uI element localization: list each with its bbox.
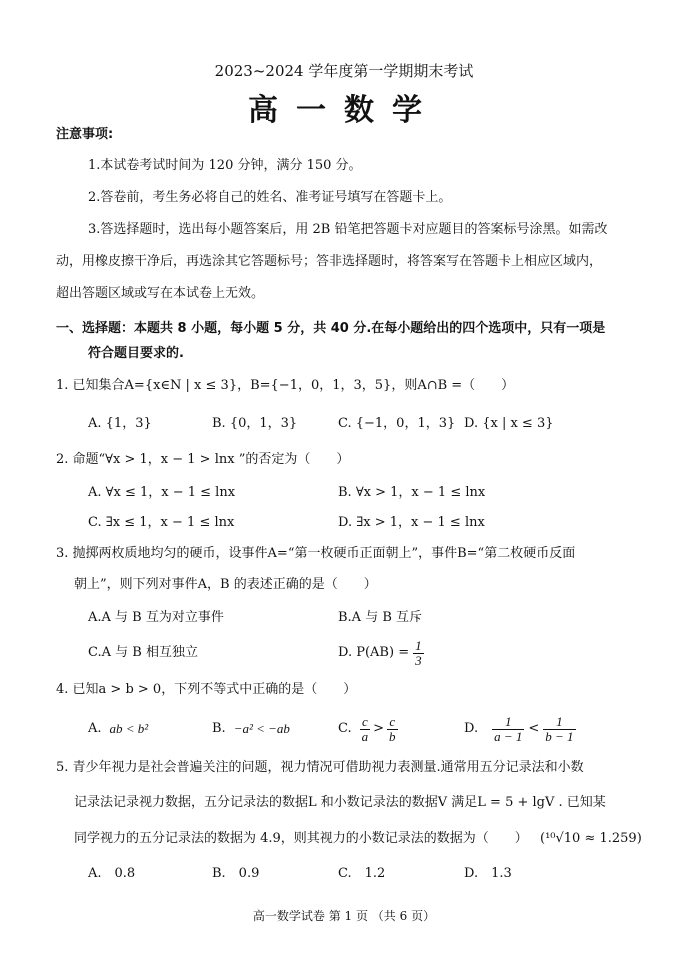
question-2-option-a: A. ∀x ≤ 1，x − 1 ≤ lnx [88, 485, 236, 500]
question-3-option-b: B.A 与 B 互斥 [338, 610, 423, 625]
question-2-option-b: B. ∀x > 1，x − 1 ≤ lnx [338, 485, 486, 500]
question-1-option-d: D. {x | x ≤ 3} [464, 416, 554, 431]
question-1-option-a: A. {1，3} [88, 416, 152, 431]
fraction-denominator: b − 1 [545, 728, 574, 744]
question-5-option-a: A. 0.8 [88, 866, 136, 881]
fraction-numerator: 1 [492, 715, 524, 730]
note-item-3-line-2: 动，用橡皮擦干净后，再选涂其它答题标号；答非选择题时，将答案写在答题卡上相应区域内， [56, 254, 603, 269]
comparison-operator: < [528, 721, 540, 736]
fraction-numerator: c [360, 715, 371, 730]
question-1-stem: 1. 已知集合A={x∈N | x ≤ 3}，B={−1，0，1，3，5}，则A∩B =（ ） [56, 378, 515, 393]
option-label: D. [464, 721, 479, 736]
question-5-line-1: 5. 青少年视力是社会普遍关注的问题，视力情况可借助视力表测量.通常用五分记录法和小数 [56, 760, 584, 775]
question-3-option-d-fraction [413, 639, 424, 668]
question-2-option-d: D. ∃x > 1，x − 1 ≤ lnx [338, 515, 485, 530]
fraction-numerator: 1 [543, 715, 575, 730]
question-3-option-a: A.A 与 B 互为对立事件 [88, 610, 224, 625]
question-3-option-d [338, 636, 424, 670]
question-4-option-c [338, 711, 398, 747]
question-3-stem-line-2: 朝上”，则下列对事件A，B 的表述正确的是（ ） [74, 577, 377, 592]
fraction-numerator: 1 [415, 637, 422, 653]
option-expression: ab < b² [109, 721, 149, 736]
option-fraction-right [543, 715, 575, 744]
comparison-operator: > [373, 721, 385, 736]
option-label: B. [212, 721, 226, 736]
section-heading-line-1: 一、选择题：本题共 8 小题，每小题 5 分，共 40 分.在每小题给出的四个选项中，只有一项是 [56, 321, 606, 336]
question-2-stem: 2. 命题“∀x > 1，x − 1 > lnx ”的否定为（ ） [56, 452, 350, 467]
page-footer: 高一数学试卷 第 1 页 （共 6 页） [252, 909, 436, 923]
fraction-numerator: c [387, 715, 398, 730]
note-item-3-line-3: 超出答题区域或写在本试卷上无效。 [56, 286, 265, 301]
question-4-option-b [212, 711, 290, 747]
option-fraction-right [387, 715, 398, 744]
question-4-option-d [464, 711, 576, 747]
option-label: C. [338, 721, 352, 736]
question-4-option-a [88, 711, 148, 747]
question-2-option-c: C. ∃x ≤ 1，x − 1 ≤ lnx [88, 515, 235, 530]
question-5-hint: (¹⁰√10 ≈ 1.259) [540, 831, 642, 846]
option-fraction-left [492, 715, 524, 744]
note-item-1: 1.本试卷考试时间为 120 分钟，满分 150 分。 [88, 158, 362, 173]
exam-title: 2023~2024 学年度第一学期期末考试 [214, 62, 474, 80]
question-1-option-c: C. {−1，0，1，3} [338, 416, 456, 431]
note-item-3-line-1: 3.答选择题时，选出每小题答案后，用 2B 铅笔把答题卡对应题目的答案标号涂黑。如需改 [88, 222, 608, 237]
option-label: A. [88, 721, 102, 736]
question-3-option-d-prefix: D. P(AB) = [338, 645, 410, 660]
fraction-denominator: 3 [415, 652, 422, 668]
option-fraction-left [360, 715, 371, 744]
fraction-denominator: a [361, 728, 369, 744]
note-item-2: 2.答卷前，考生务必将自己的姓名、准考证号填写在答题卡上。 [88, 190, 452, 205]
subject-title: 高一数学 [248, 93, 440, 128]
question-3-option-c: C.A 与 B 相互独立 [88, 645, 198, 660]
fraction-denominator: b [389, 728, 396, 744]
question-5-option-d: D. 1.3 [464, 866, 512, 881]
section-heading-line-2: 符合题目要求的. [88, 346, 184, 361]
question-5-line-2: 记录法记录视力数据，五分记录法的数据L 和小数记录法的数据V 满足L = 5 + lgV . 已知某 [74, 795, 606, 810]
fraction-denominator: a − 1 [494, 728, 523, 744]
question-5-line-3: 同学视力的五分记录法的数据为 4.9，则其视力的小数记录法的数据为（ ） [74, 831, 528, 846]
notes-heading: 注意事项: [56, 127, 114, 142]
question-5-option-b: B. 0.9 [212, 866, 260, 881]
question-3-stem-line-1: 3. 抛掷两枚质地均匀的硬币，设事件A=“第一枚硬币正面朝上”，事件B=“第二枚硬币反面 [56, 546, 576, 561]
question-4-stem: 4. 已知a > b > 0，下列不等式中正确的是（ ） [56, 682, 357, 697]
option-expression: −a² < −ab [233, 721, 290, 736]
question-5-option-c: C. 1.2 [338, 866, 386, 881]
question-1-option-b: B. {0，1，3} [212, 416, 298, 431]
